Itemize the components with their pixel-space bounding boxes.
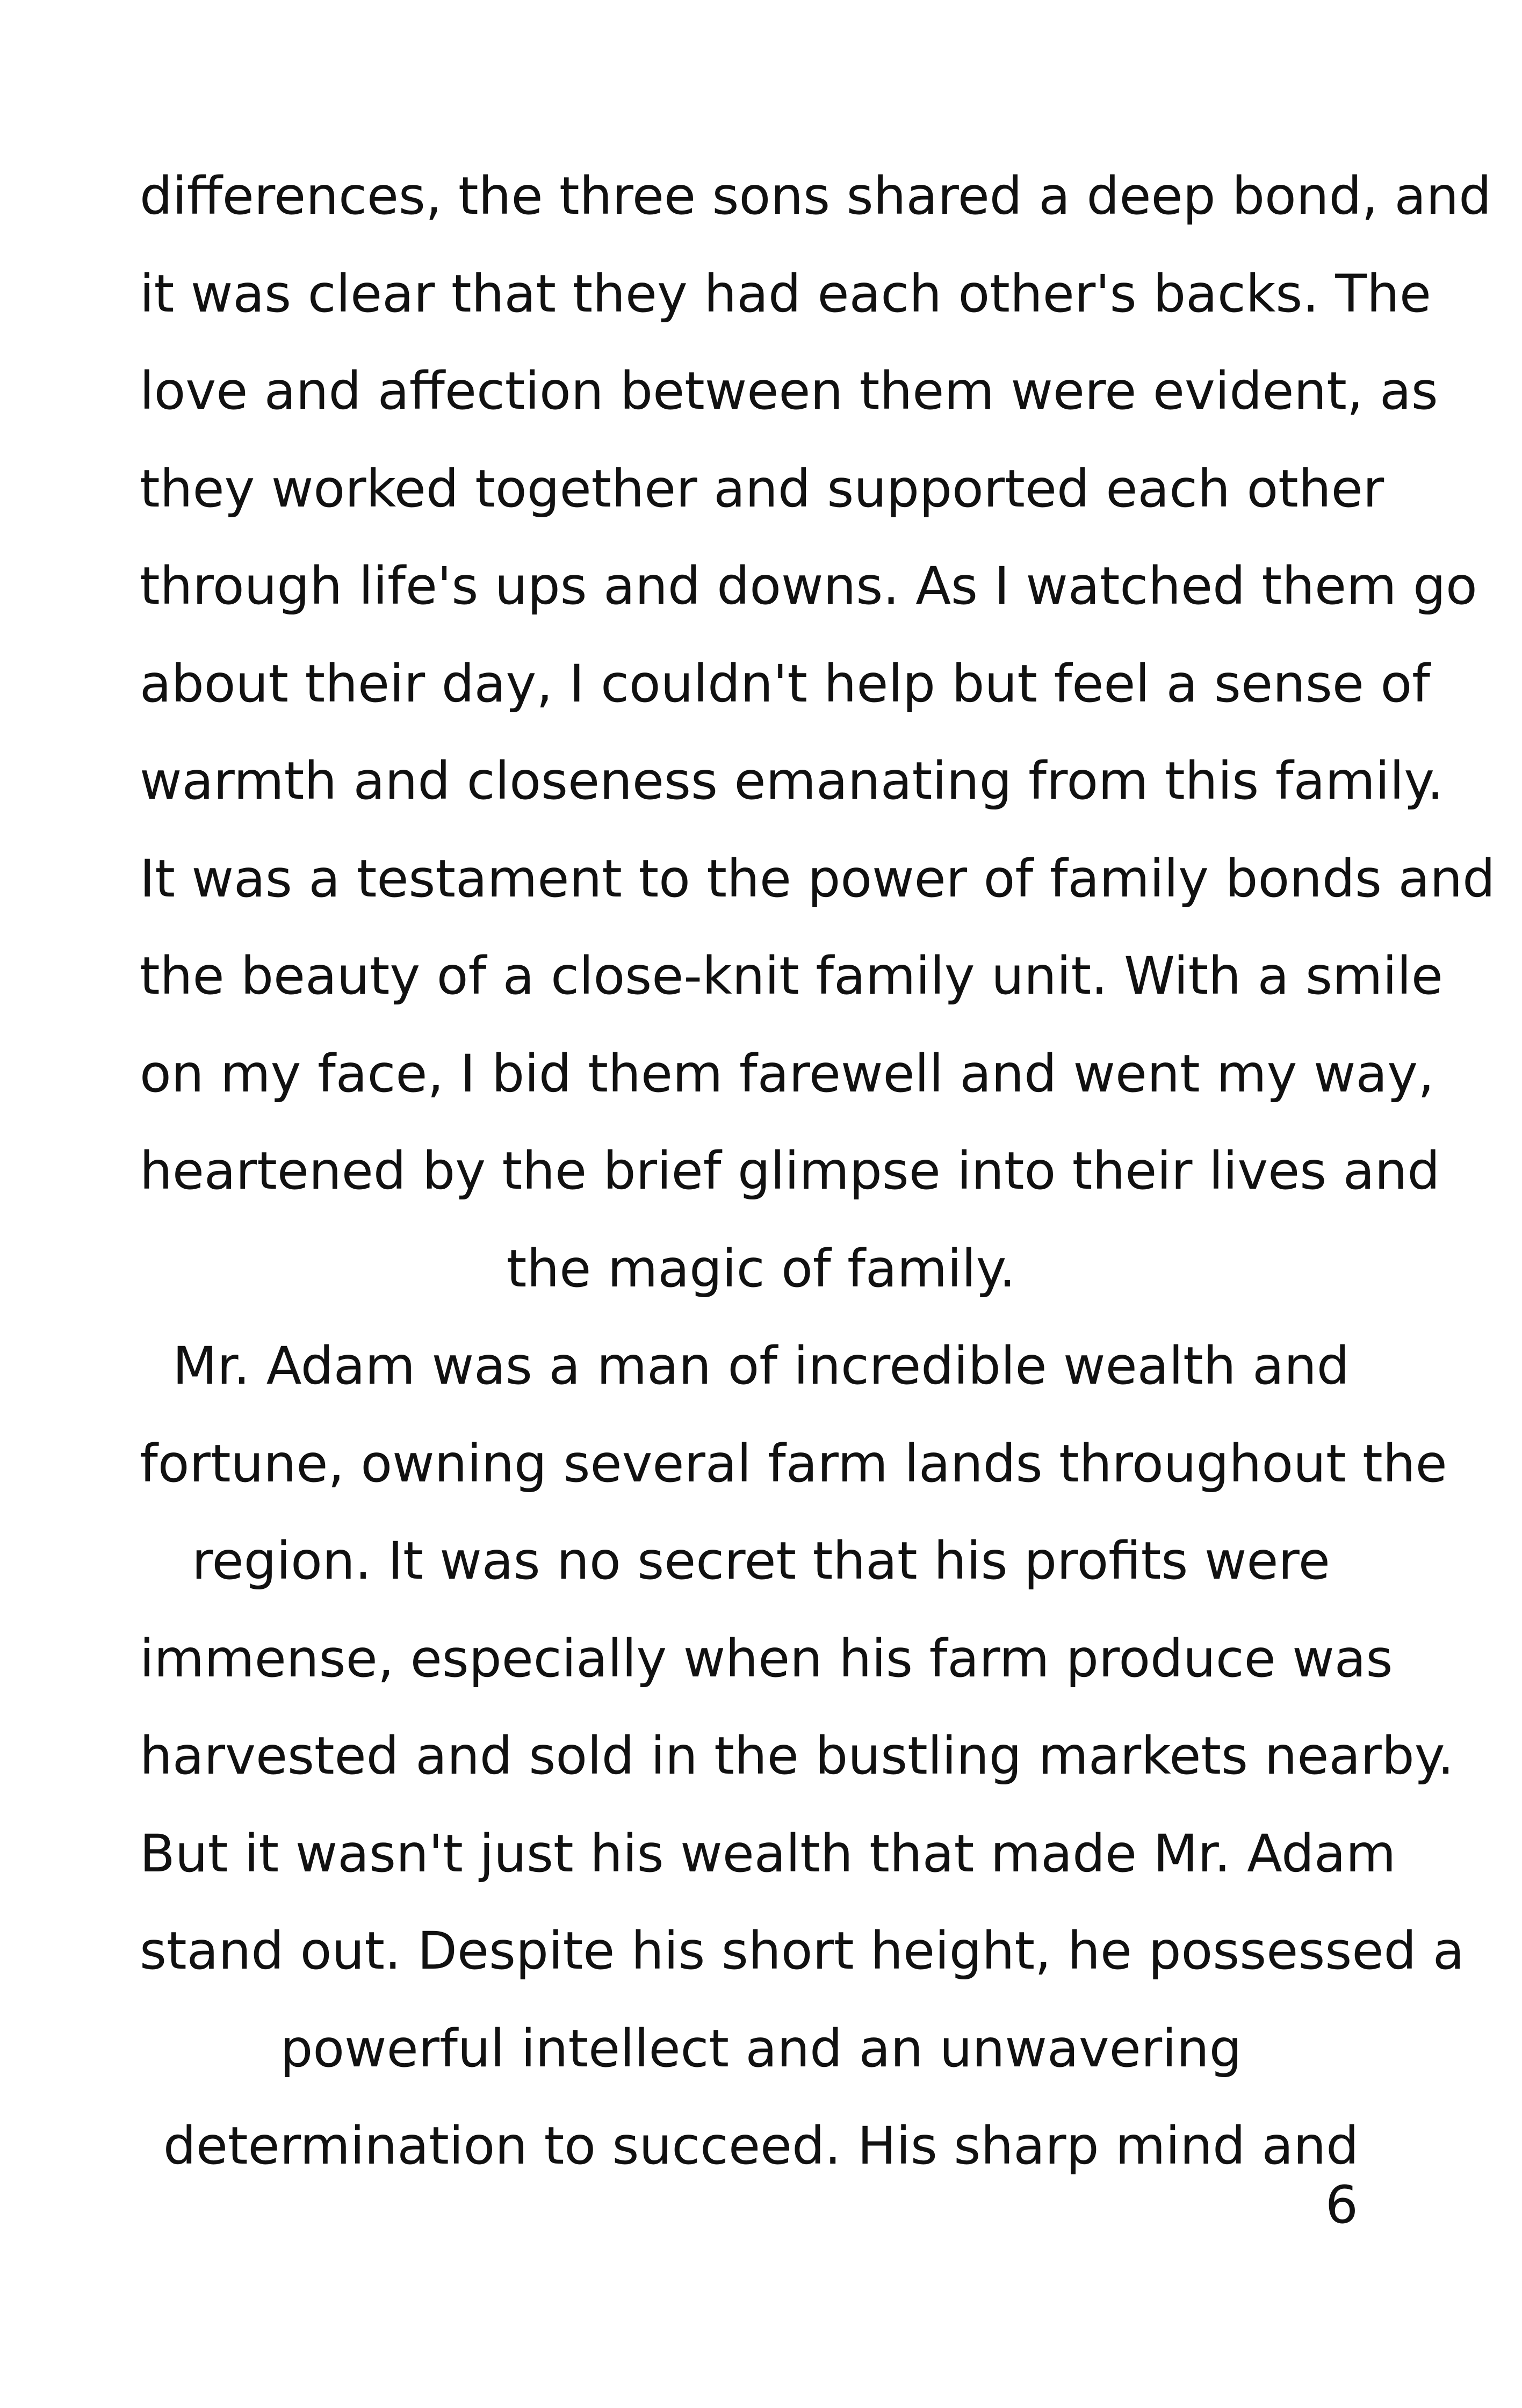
text-line: the magic of family. (506, 1238, 1016, 1299)
text-line: It was a testament to the power of family bonds and (140, 848, 1496, 909)
text-line: on my face, I bid them farewell and went my way, (140, 1043, 1434, 1104)
text-line: region. It was no secret that his profits were (192, 1531, 1330, 1591)
text-line: determination to succeed. His sharp mind and (163, 2116, 1359, 2176)
text-line: But it wasn't just his wealth that made Mr. Adam (140, 1823, 1396, 1884)
text-line: about their day, I couldn't help but feel a sense of (140, 653, 1430, 714)
page-number: 6 (1325, 2175, 1358, 2235)
text-line: powerful intellect and an unwavering (280, 2018, 1242, 2079)
text-line: Mr. Adam was a man of incredible wealth and (172, 1336, 1350, 1396)
text-line: harvested and sold in the bustling markets nearby. (140, 1726, 1454, 1786)
text-line: fortune, owning several farm lands throughout the (140, 1433, 1447, 1494)
text-line: through life's ups and downs. As I watched them go (140, 556, 1477, 616)
text-line: heartened by the brief glimpse into their lives and (140, 1141, 1440, 1201)
text-line: differences, the three sons shared a deep bond, and (140, 166, 1492, 226)
text-line: the beauty of a close-knit family unit. With a smile (140, 946, 1443, 1006)
text-line: warmth and closeness emanating from this family. (140, 751, 1444, 811)
text-line: stand out. Despite his short height, he possessed a (140, 1921, 1465, 1981)
text-line: it was clear that they had each other's backs. The (140, 263, 1431, 324)
text-line: they worked together and supported each other (140, 458, 1384, 519)
text-line: immense, especially when his farm produce was (140, 1628, 1393, 1689)
text-line: love and affection between them were evident, as (140, 361, 1438, 421)
body-text (140, 164, 1496, 2211)
